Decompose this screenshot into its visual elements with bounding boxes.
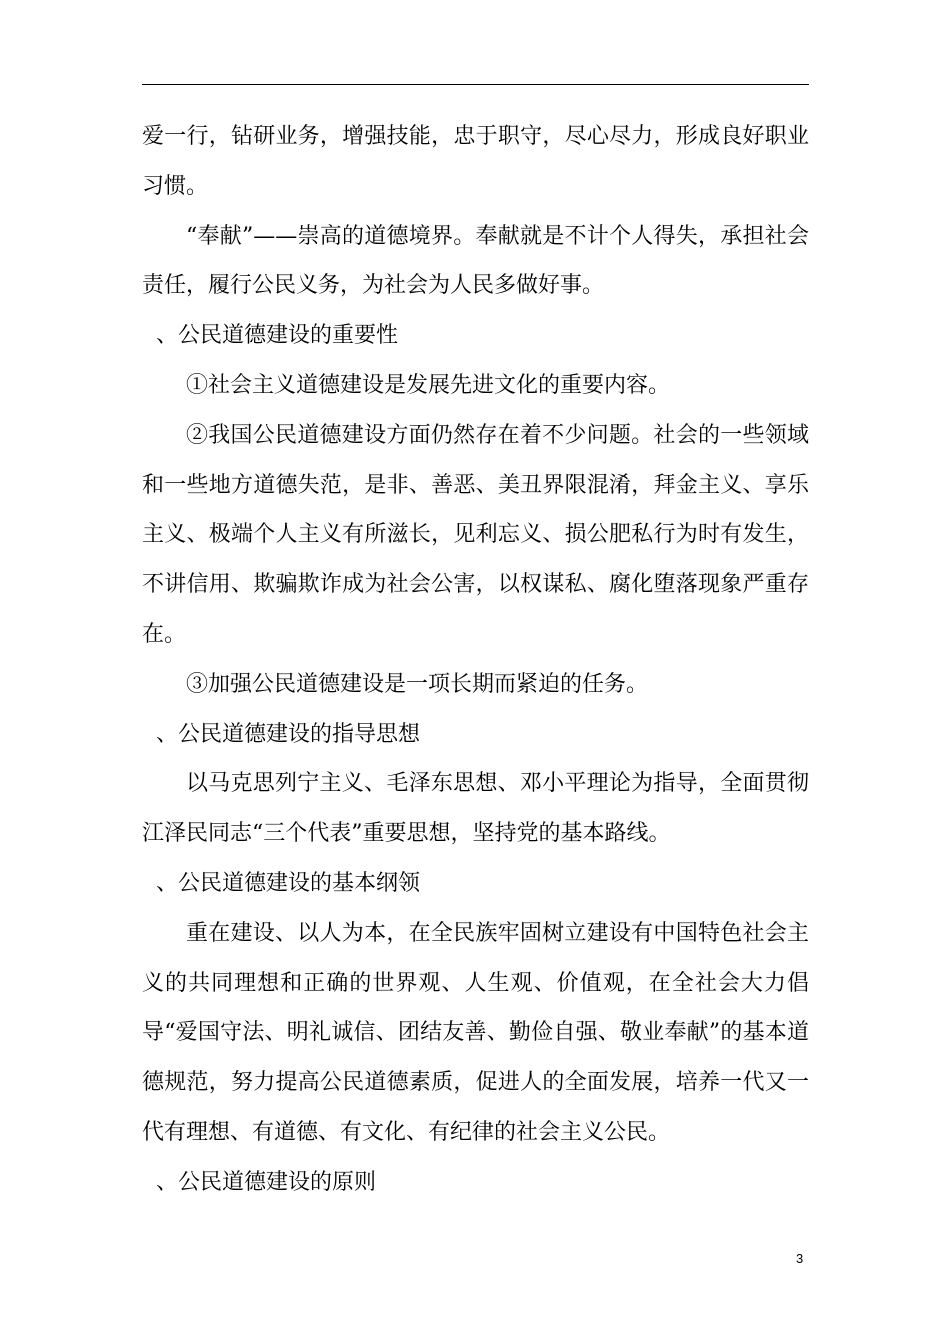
paragraph-professional-habits: 爱一行，钻研业务，增强技能，忠于职守，尽心尽力，形成良好职业习惯。 <box>142 124 809 199</box>
section-heading-importance: 、公民道德建设的重要性 <box>156 323 399 349</box>
paragraph-dedication: “奉献”——崇高的道德境界。奉献就是不计个人得失，承担社会责任，履行公民义务，为社会为人民多做好事。 <box>142 223 809 299</box>
paragraph-guiding-ideology: 以马克思列宁主义、毛泽东思想、邓小平理论为指导，全面贯彻江泽民同志“三个代表”重要思想，坚持党的基本路线。 <box>142 771 809 847</box>
header-rule <box>142 84 809 85</box>
section-heading-principles: 、公民道德建设的原则 <box>156 1169 377 1195</box>
section-heading-basic-program: 、公民道德建设的基本纲领 <box>156 870 421 896</box>
paragraph-point-1: ①社会主义道德建设是发展先进文化的重要内容。 <box>186 372 671 398</box>
paragraph-point-2: ②我国公民道德建设方面仍然存在着不少问题。社会的一些领域和一些地方道德失范，是非、善恶、美丑界限混淆，拜金主义、享乐主义、极端个人主义有所滋长，见利忘义、损公肥私行为时有发生，不讲信用、欺骗欺诈成为社会公害，以权谋私、腐化堕落现象严重存在。 <box>142 422 809 647</box>
page-number: 3 <box>796 1251 804 1266</box>
section-heading-guiding-ideology: 、公民道德建设的指导思想 <box>156 721 421 747</box>
paragraph-point-3: ③加强公民道德建设是一项长期而紧迫的任务。 <box>186 671 649 697</box>
document-body <box>142 112 809 1208</box>
paragraph-basic-program: 重在建设、以人为本，在全民族牢固树立建设有中国特色社会主义的共同理想和正确的世界观、人生观、价值观，在全社会大力倡导“爱国守法、明礼诚信、团结友善、勤俭自强、敬业奉献”的基本道德规范，努力提高公民道德素质，促进人的全面发展，培养一代又一代有理想、有道德、有文化、有纪律的社会主义公民。 <box>142 920 809 1145</box>
